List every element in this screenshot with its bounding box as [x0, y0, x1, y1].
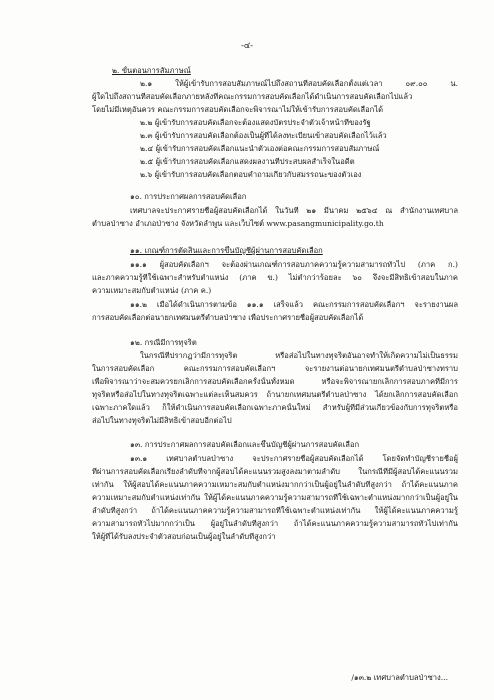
section-2-item-2: ๒.๒ ผู้เข้ารับการสอบคัดเลือกจะต้องแสดงบัตรประจำตัวเจ้าหน้าที่ของรัฐ [140, 118, 371, 127]
section-10-line-2: ตำบลป่าซาง อำเภอป่าซาง จังหวัดลำพูน และเว็บไซต์ www.pasangmunicipality.go.th [92, 219, 384, 228]
section-12-line-1: ในกรณีที่ปรากฏว่ามีการทุจริต หรือส่อไปในทางทุจริตอันอาจทำให้เกิดความไม่เป็นธรรม [140, 351, 458, 360]
section-13-line-7: ให้ผู้ที่ได้รับลงประจำตัวสอบก่อนเป็นผู้อยู่ในลำดับที่สูงกว่า [92, 532, 276, 541]
section-12-line-2: ในการสอบคัดเลือก คณะกรรมการสอบคัดเลือกฯ จะรายงานต่อนายกเทศมนตรีตำบลป่าซางทราบ [92, 364, 458, 373]
section-12-line-3: เพื่อพิจารณาว่าจะสมควรยกเลิกการสอบคัดเลือกครั้งนั้นทั้งหมด หรือจะพิจารณายกเลิกการสอบภาคที่มีการ [92, 377, 458, 386]
section-12-line-4: ทุจริตหรือส่อไปในทางทุจริตเฉพาะแต่ละเห็นสมควร ถ้านายกเทศมนตรีตำบลป่าซาง ได้ยกเลิกการสอบคัดเลือก [92, 390, 458, 399]
section-12-heading: ๑๒. กรณีมีการทุจริต [130, 338, 197, 347]
section-2-line-1: ๒.๑ ให้ผู้เข้ารับการสอบสัมภาษณ์ไปถึงสถานที่สอบคัดเลือกตั้งแต่เวลา ๐๙.๐๐ น. [140, 79, 458, 88]
section-12-line-6: ส่อไปในทางทุจริตไม่มีสิทธิเข้าสอบอีกต่อไป [92, 416, 232, 425]
section-2-item-5: ๒.๕ ผู้เข้ารับการสอบคัดเลือกแสดงผลงานที่ประสบผลสำเร็จในอดีต [140, 157, 355, 166]
section-11-line-1: ๑๑.๑ ผู้สอบคัดเลือกฯ จะต้องผ่านเกณฑ์การสอบภาคความรู้ความสามารถทั่วไป (ภาค ก.) [130, 260, 458, 269]
section-2-line-3: โดยไม่มีเหตุอันควร คณะกรรมการสอบคัดเลือกจะพิจารณาไม่ให้เข้ารับการสอบคัดเลือกได้ [92, 105, 383, 114]
section-13-line-5: ลำดับที่สูงกว่า ถ้าได้คะแนนภาคความรู้ความสามารถที่ใช้เฉพาะตำแหน่งเท่ากัน ให้ผู้ได้คะแนนภาคความรู้ [92, 506, 458, 515]
continuation-footer: /๑๓.๒ เทศบาลตำบลป่าซาง... [351, 673, 448, 682]
section-13-line-6: ความสามารถทั่วไปมากกว่าเป็น ผู้อยู่ในลำดับที่สูงกว่า ถ้าได้คะแนนภาคความรู้ความสามารถทั่วไปเท่ากัน [92, 519, 458, 528]
section-13-line-1: ๑๓.๑ เทศบาลตำบลป่าซาง จะประกาศรายชื่อผู้สอบคัดเลือกได้ โดยจัดทำบัญชีรายชื่อผู้ [130, 454, 458, 463]
section-2-item-4: ๒.๔ ผู้เข้ารับการสอบคัดเลือกแนะนำตัวเองต่อคณะกรรมการสอบสัมภาษณ์ [140, 144, 380, 153]
section-10-line-1: เทศบาลจะประกาศรายชื่อผู้สอบคัดเลือกได้ ในวันที่ ๒๑ มีนาคม ๒๕๖๔ ณ สำนักงานเทศบาล [130, 206, 458, 215]
section-2-heading: ๒. ขั้นตอนการสัมภาษณ์ [112, 66, 191, 75]
section-11-heading: ๑๑. เกณฑ์การตัดสินและการขึ้นบัญชีผู้ผ่านการสอบคัดเลือก [130, 246, 323, 255]
section-11-line-4: ๑๑.๒ เมื่อได้ดำเนินการตามข้อ ๑๑.๑ เสร็จแล้ว คณะกรรมการสอบคัดเลือกฯ จะรายงานผล [130, 300, 458, 309]
section-11-line-5: การสอบคัดเลือกต่อนายกเทศมนตรีตำบลป่าซาง เพื่อประกาศรายชื่อผู้สอบคัดเลือกได้ [92, 313, 364, 322]
page-number: -๔- [241, 40, 253, 50]
section-12-line-5: เฉพาะภาคใดแล้ว ก็ให้ดำเนินการสอบคัดเลือกเฉพาะภาคนั้นใหม่ สำหรับผู้ที่มีส่วนเกี่ยวข้องกับการทุจริตหรือ [92, 403, 458, 412]
section-13-line-4: ความเหมาะสมกับตำแหน่งเท่ากัน ให้ผู้ได้คะแนนภาคความรู้ความสามารถที่ใช้เฉพาะตำแหน่งมากกว่าเป็นผู้อยู่ใน [92, 493, 458, 502]
section-2-line-2: ผู้ใดไปถึงสถานที่สอบคัดเลือกภายหลังที่คณะกรรมการสอบคัดเลือกได้ดำเนินการสอบคัดเลือกไปแล้ว [92, 92, 413, 101]
section-13-line-3: เท่ากัน ให้ผู้สอบได้คะแนนภาคความเหมาะสมกับตำแหน่งมากกว่าเป็นผู้อยู่ในลำดับที่สูงกว่า ถ้าได้คะแนนภาค [92, 480, 458, 489]
section-11-line-2: และภาคความรู้ที่ใช้เฉพาะสำหรับตำแหน่ง (ภาค ข.) ไม่ต่ำกว่าร้อยละ ๖๐ จึงจะมีสิทธิเข้าสอบในภาค [92, 273, 458, 282]
section-2-item-3: ๒.๓ ผู้เข้ารับการสอบคัดเลือกต้องเป็นผู้ที่ได้ลงทะเบียนเข้าสอบคัดเลือกไว้แล้ว [140, 131, 387, 140]
section-10-heading: ๑๐. การประกาศผลการสอบคัดเลือก [130, 192, 247, 201]
section-13-heading: ๑๓. การประกาศผลการสอบคัดเลือกและขึ้นบัญชีผู้ผ่านการสอบคัดเลือก [130, 440, 360, 449]
section-11-line-3: ความเหมาะสมกับตำแหน่ง (ภาค ค.) [92, 286, 212, 295]
section-2-item-6: ๒.๖ ผู้เข้ารับการสอบคัดเลือกตอบคำถามเกี่ยวกับสมรรถนะของตัวเอง [140, 170, 362, 179]
section-13-line-2: ที่ผ่านการสอบคัดเลือกเรียงลำดับที่จากผู้สอบได้คะแนนรวมสูงลงมาตามลำดับ ในกรณีที่มีผู้สอบได้คะแนนรวม [92, 467, 458, 476]
